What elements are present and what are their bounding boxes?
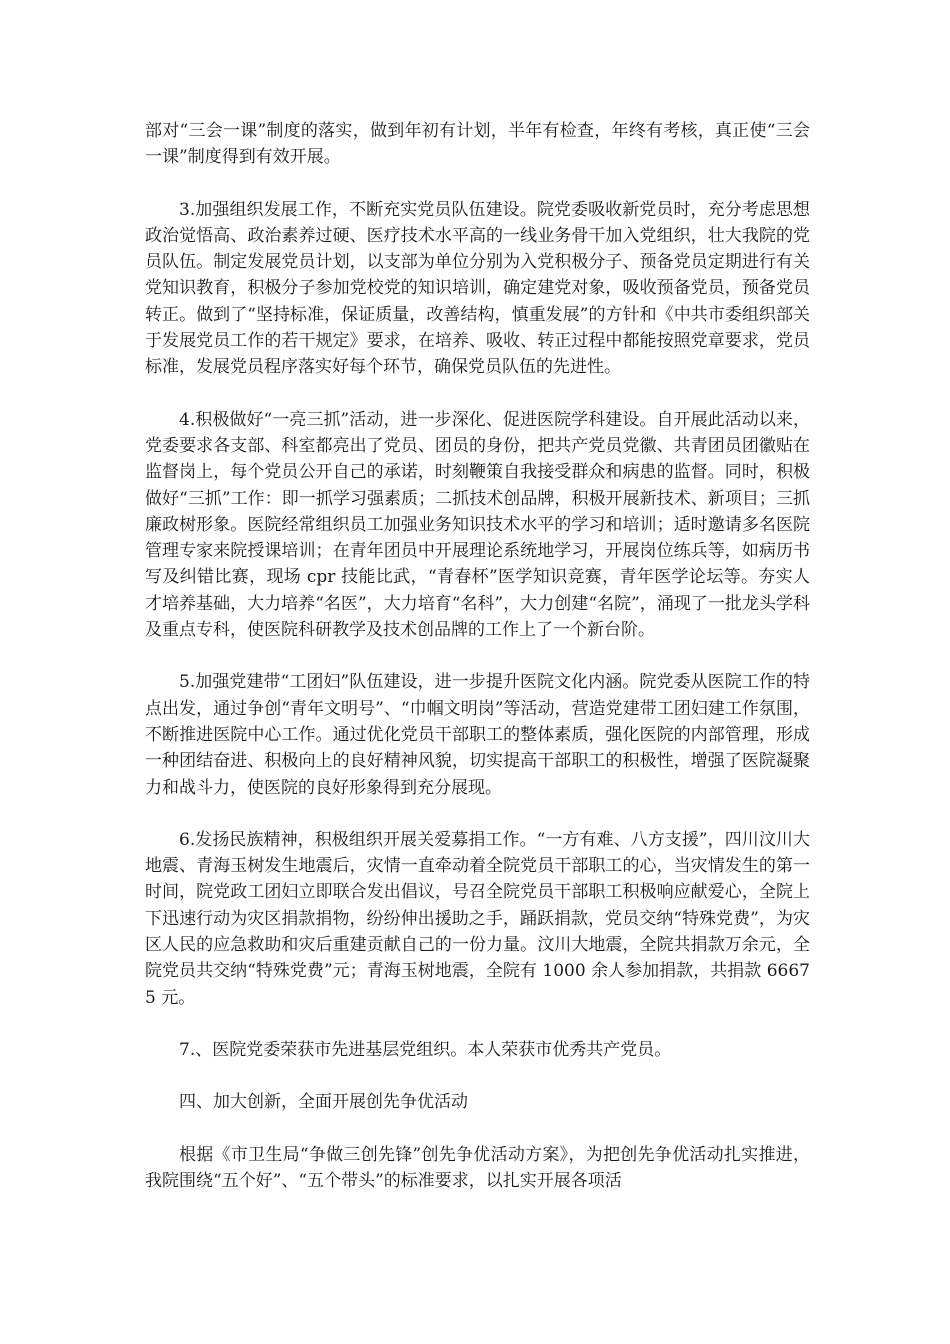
section-heading-4: 四、加大创新，全面开展创先争优活动 xyxy=(179,1092,468,1113)
document-body xyxy=(145,118,810,1194)
paragraph-item-5: 5.加强党建带“工团妇”队伍建设，进一步提升医院文化内涵。院党委从医院工作的特点出发，通过争创“青年文明号”、“巾帼文明岗”等活动，营造党建带工团妇建工作氛围，不断推进医院中心工作。通过优化党员干部职工的整体素质，强化医院的内部管理，形成一种团结奋进、积极向上的良好精神风貌，切实提高干部职工的积极性，增强了医院凝聚力和战斗力，使医院的良好形象得到充分展现。 xyxy=(145,672,810,798)
paragraph-continuation: 部对“三会一课”制度的落实，做到年初有计划，半年有检查，年终有考核，真正使“三会一课”制度得到有效开展。 xyxy=(145,121,810,168)
paragraph-item-6: 6.发扬民族精神，积极组织开展关爱募捐工作。“一方有难、八方支援”，四川汶川大地震、青海玉树发生地震后，灾情一直牵动着全院党员干部职工的心，当灾情发生的第一时间，院党政工团妇立即联合发出倡议，号召全院党员干部职工积极响应献爱心，全院上下迅速行动为灾区捐款捐物，纷纷伸出援助之手，踊跃捐款，党员交纳“特殊党费”，为灾区人民的应急救助和灾后重建贡献自己的一份力量。汶川大地震，全院共捐款万余元，全院党员共交纳“特殊党费”元；青海玉树地震，全院有 1000 余人参加捐款，共捐款 66675 元。 xyxy=(145,829,810,1008)
paragraph-item-3: 3.加强组织发展工作，不断充实党员队伍建设。院党委吸收新党员时，充分考虑思想政治觉悟高、政治素养过硬、医疗技术水平高的一线业务骨干加入党组织，壮大我院的党员队伍。制定发展党员计划，以支部为单位分别为入党积极分子、预备党员定期进行有关党知识教育，积极分子参加党校党的知识培训，确定建党对象，吸收预备党员，预备党员转正。做到了“坚持标准，保证质量，改善结构，慎重发展”的方针和《中共市委组织部关于发展党员工作的若干规定》要求，在培养、吸收、转正过程中都能按照党章要求，党员标准，发展党员程序落实好每个环节，确保党员队伍的先进性。 xyxy=(145,199,810,378)
paragraph-item-7: 7.、医院党委荣获市先进基层党组织。本人荣获市优秀共产党员。 xyxy=(179,1039,672,1060)
paragraph-item-4: 4.积极做好“一亮三抓”活动，进一步深化、促进医院学科建设。自开展此活动以来，党委要求各支部、科室都亮出了党员、团员的身份，把共产党员党徽、共青团员团徽贴在监督岗上，每个党员公开自己的承诺，时刻鞭策自我接受群众和病患的监督。同时，积极做好“三抓”工作：即一抓学习强素质；二抓技术创品牌，积极开展新技术、新项目；三抓廉政树形象。医院经常组织员工加强业务知识技术水平的学习和培训；适时邀请多名医院管理专家来院授课培训；在青年团员中开展理论系统地学习，开展岗位练兵等，如病历书写及纠错比赛，现场 cpr 技能比武，“青春杯”医学知识竞赛，青年医学论坛等。夯实人才培养基础，大力培养“名医”，大力培育“名科”，大力创建“名院”，涌现了一批龙头学科及重点专科，使医院科研教学及技术创品牌的工作上了一个新台阶。 xyxy=(145,409,810,641)
paragraph-section-4-intro: 根据《市卫生局“争做三创先锋”创先争优活动方案》，为把创先争优活动扎实推进，我院围绕“五个好”、“五个带头”的标准要求，以扎实开展各项活 xyxy=(145,1144,810,1191)
